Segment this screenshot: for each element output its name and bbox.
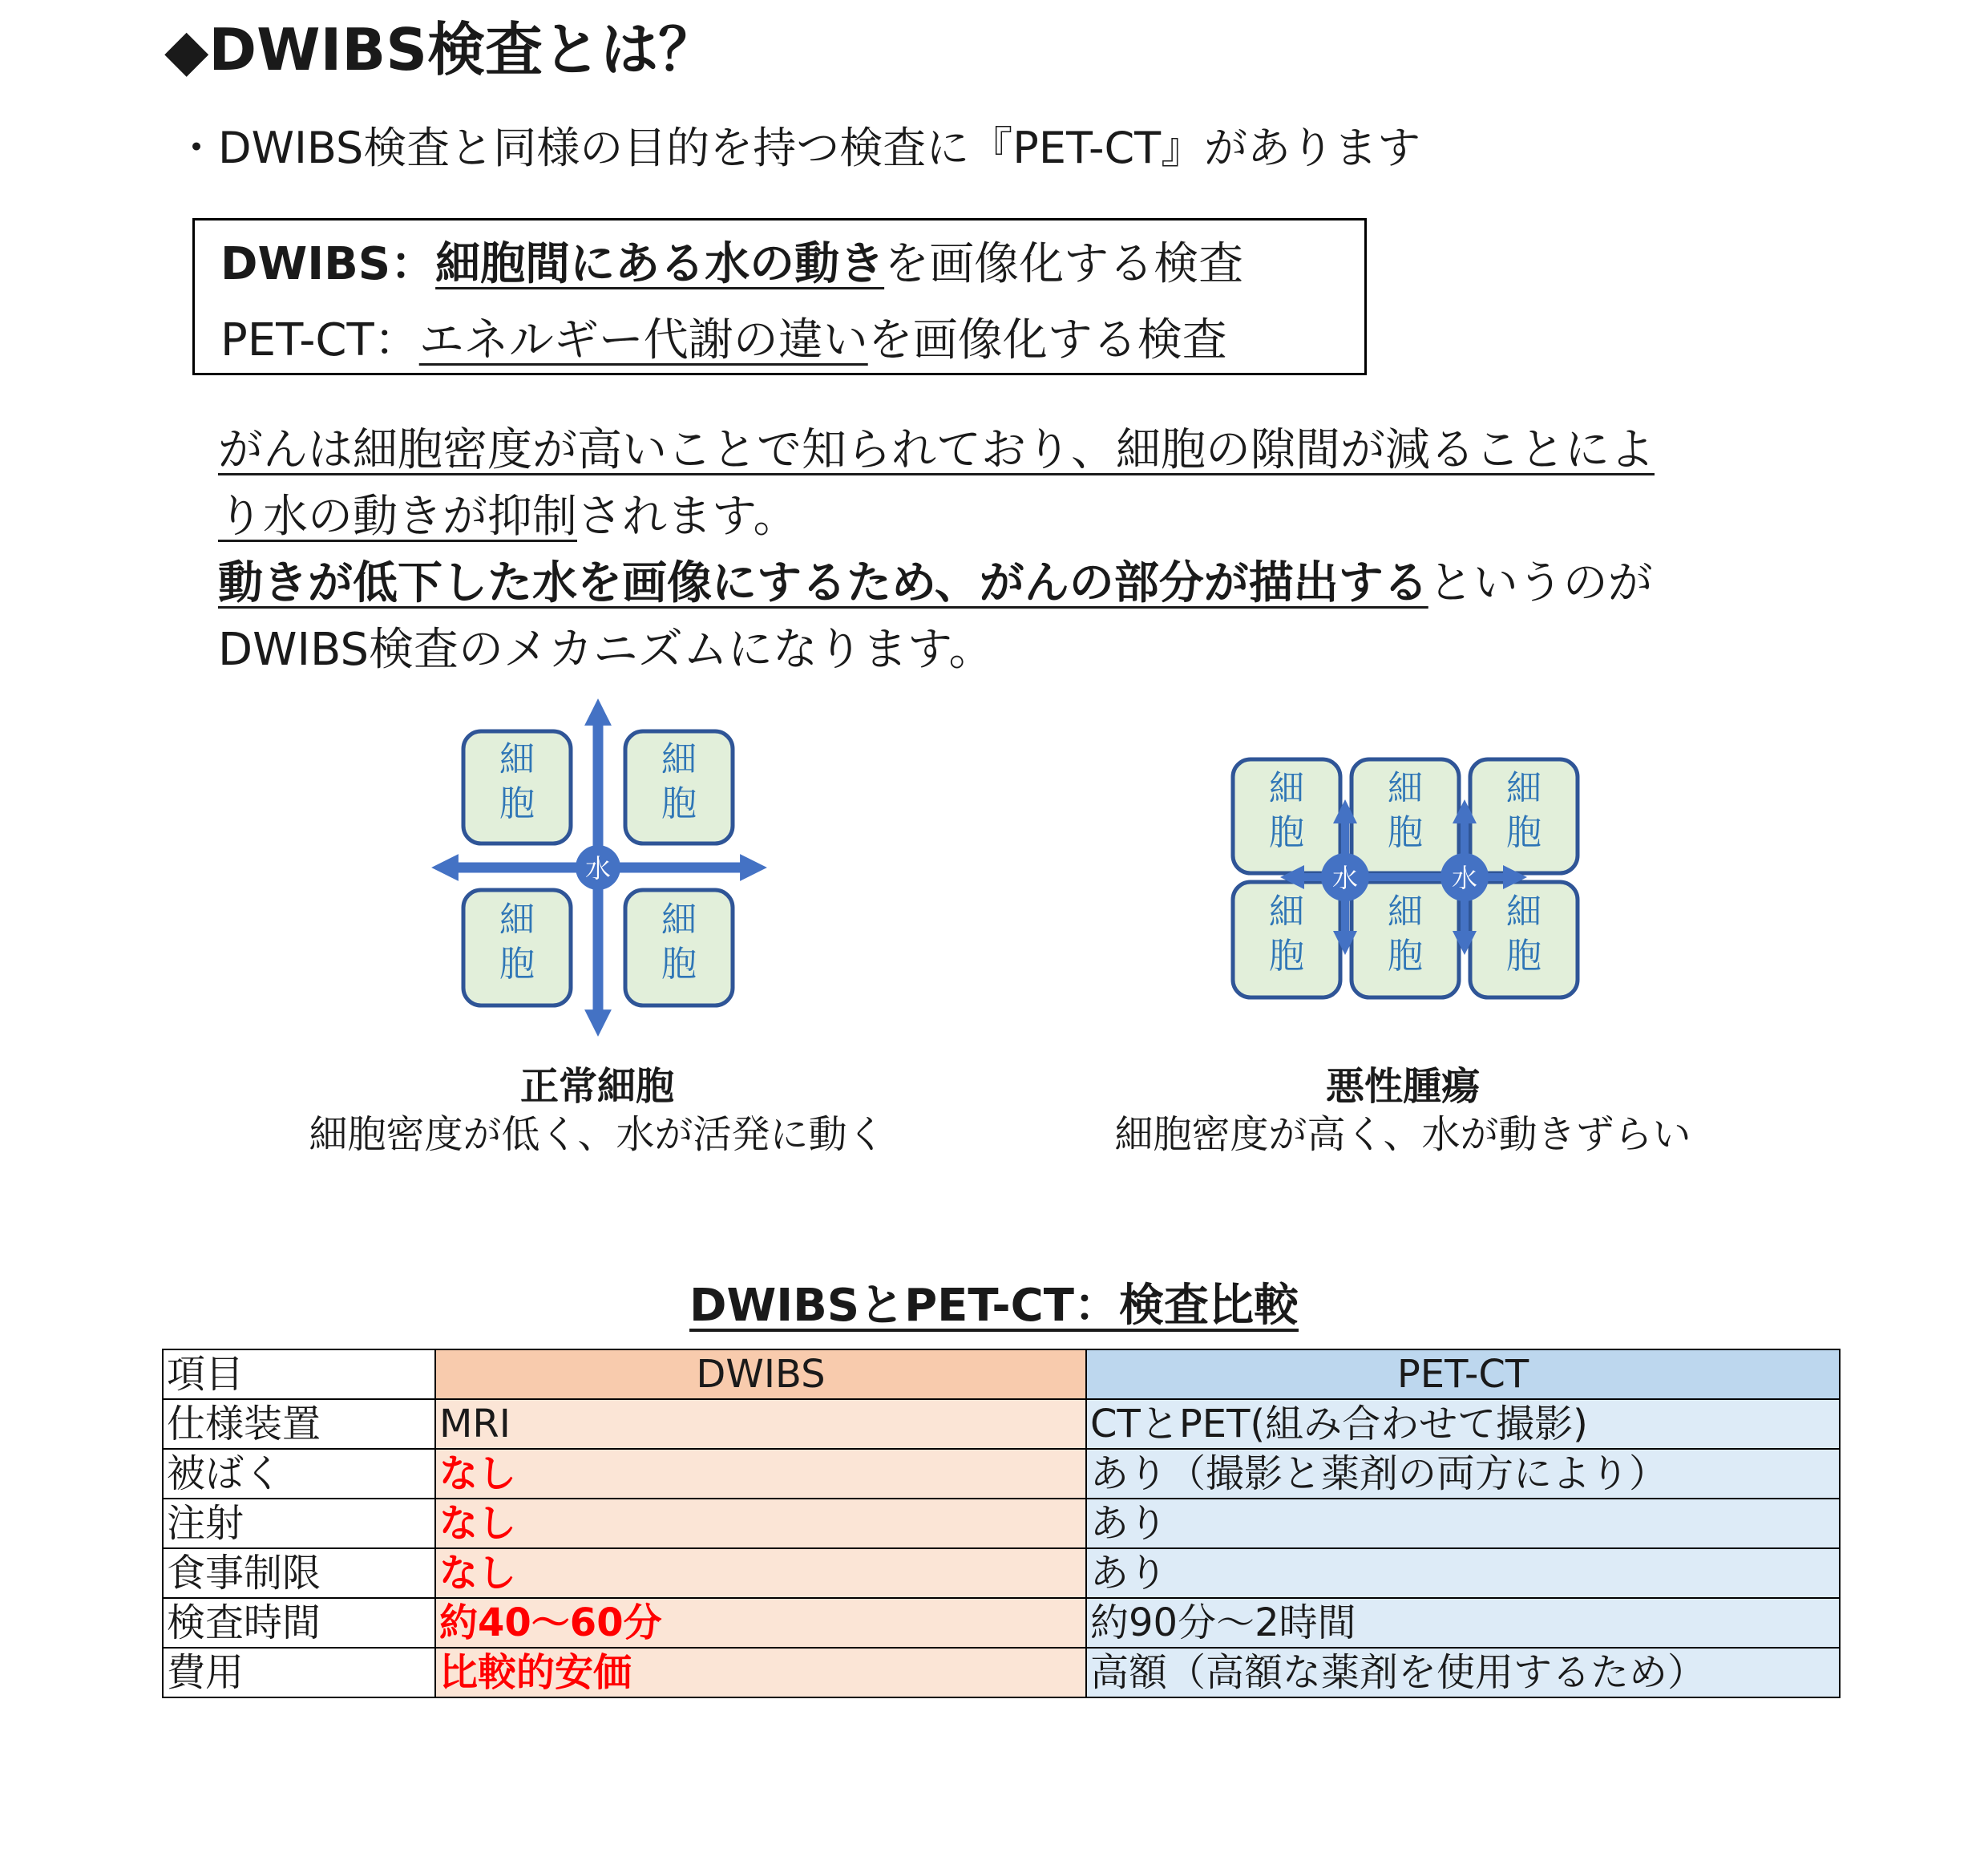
cell-label: 細	[1269, 768, 1304, 809]
tumor-cell	[1233, 759, 1340, 873]
row-item-cell: 仕様装置	[163, 1399, 435, 1449]
row-dwibs-cell: 比較的安価	[435, 1648, 1086, 1697]
table-row	[163, 1598, 1840, 1648]
petct-rest: を画像化する検査	[867, 314, 1227, 366]
row-dwibs-cell: なし	[435, 1449, 1086, 1499]
para-line-1: がんは細胞密度が高いことで知られており、細胞の隙間が減ることによ	[218, 424, 1655, 476]
row-petct-cell: 約90分～2時間	[1086, 1598, 1840, 1648]
row-petct-cell: あり	[1086, 1499, 1840, 1548]
row-item-cell: 費用	[163, 1648, 435, 1697]
comparison-table	[162, 1349, 1841, 1698]
para-line-3-rest: というのが	[1428, 557, 1653, 609]
para-line-2-rest: されます。	[577, 491, 798, 543]
normal-cell-group	[445, 712, 754, 1023]
cell-label: 細	[661, 900, 697, 941]
row-petct-cell: 高額（高額な薬剤を使用するため）	[1086, 1648, 1840, 1697]
dwibs-key-phrase: 細胞間にある水の動き	[435, 238, 885, 290]
normal-cell	[463, 731, 571, 843]
row-dwibs-cell: なし	[435, 1548, 1086, 1598]
row-dwibs-cell: なし	[435, 1499, 1086, 1548]
cell-label: 胞	[1388, 936, 1423, 977]
para-line-3-bold: 動きが低下した水を画像にするため、がんの部分が描出する	[218, 557, 1428, 609]
para-line-4: DWIBS検査のメカニズムになります。	[218, 624, 994, 676]
water-label: 水	[1331, 863, 1359, 893]
page-title: ◆DWIBS検査とは？	[164, 16, 717, 83]
row-petct-cell: あり（撮影と薬剤の両方により）	[1086, 1449, 1840, 1499]
table-row	[163, 1499, 1840, 1548]
table-header-row	[163, 1349, 1840, 1399]
cell-label: 細	[499, 900, 535, 941]
tumor-caption	[1082, 1062, 1723, 1159]
cell-label: 胞	[1506, 936, 1542, 977]
normal-caption-title: 正常細胞	[519, 1064, 674, 1109]
normal-cell	[625, 890, 733, 1005]
cell-label: 胞	[1269, 936, 1304, 977]
row-petct-cell: CTとPET(組み合わせて撮影)	[1086, 1399, 1840, 1449]
dwibs-rest: を画像化する検査	[884, 238, 1244, 290]
cell-label: 胞	[499, 783, 535, 824]
header-dwibs: DWIBS	[435, 1349, 1086, 1399]
table-row	[163, 1648, 1840, 1697]
row-item-cell: 食事制限	[163, 1548, 435, 1598]
water-label: 水	[584, 853, 612, 884]
normal-cell	[625, 731, 733, 843]
tumor-cell	[1233, 882, 1340, 997]
row-dwibs-cell: MRI	[435, 1399, 1086, 1449]
cell-label: 胞	[1506, 812, 1542, 853]
tumor-cell-group	[1233, 759, 1578, 997]
normal-caption	[277, 1062, 918, 1159]
table-title: DWIBSとPET-CT：検査比較	[689, 1280, 1299, 1332]
cell-label: 細	[1506, 892, 1542, 932]
petct-key-phrase: エネルギー代謝の違い	[418, 314, 868, 366]
row-petct-cell: あり	[1086, 1548, 1840, 1598]
row-dwibs-cell: 約40～60分	[435, 1598, 1086, 1648]
cell-label: 胞	[661, 783, 697, 824]
header-item: 項目	[163, 1349, 435, 1399]
intro-bullet: ・DWIBS検査と同様の目的を持つ検査に『PET-CT』があります	[175, 123, 1421, 173]
row-item-cell: 検査時間	[163, 1598, 435, 1648]
tumor-cell	[1352, 882, 1459, 997]
cell-label: 胞	[499, 944, 535, 985]
row-item-cell: 注射	[163, 1499, 435, 1548]
cell-label: 胞	[661, 944, 697, 985]
dwibs-label: DWIBS：	[220, 238, 436, 290]
normal-caption-desc: 細胞密度が低く、水が活発に動く	[309, 1112, 886, 1157]
cell-label: 細	[1269, 892, 1304, 932]
table-row	[163, 1399, 1840, 1449]
cell-label: 細	[1506, 768, 1542, 809]
table-row	[163, 1548, 1840, 1598]
header-petct: PET-CT	[1086, 1349, 1840, 1399]
para-line-2-underlined: り水の動きが抑制	[218, 491, 577, 543]
petct-label: PET-CT：	[220, 314, 419, 366]
cell-label: 胞	[1388, 812, 1423, 853]
row-item-cell: 被ばく	[163, 1449, 435, 1499]
cell-label: 細	[661, 739, 697, 780]
cell-label: 細	[1388, 768, 1423, 809]
cell-label: 細	[1388, 892, 1423, 932]
tumor-cell	[1470, 882, 1578, 997]
table-row	[163, 1449, 1840, 1499]
tumor-cell	[1470, 759, 1578, 873]
cell-label: 細	[499, 739, 535, 780]
water-label: 水	[1451, 863, 1478, 893]
cell-label: 胞	[1269, 812, 1304, 853]
normal-cell	[463, 890, 571, 1005]
tumor-cell	[1352, 759, 1459, 873]
tumor-caption-title: 悪性腫瘍	[1325, 1064, 1480, 1109]
tumor-caption-desc: 細胞密度が高く、水が動きずらい	[1114, 1112, 1691, 1157]
